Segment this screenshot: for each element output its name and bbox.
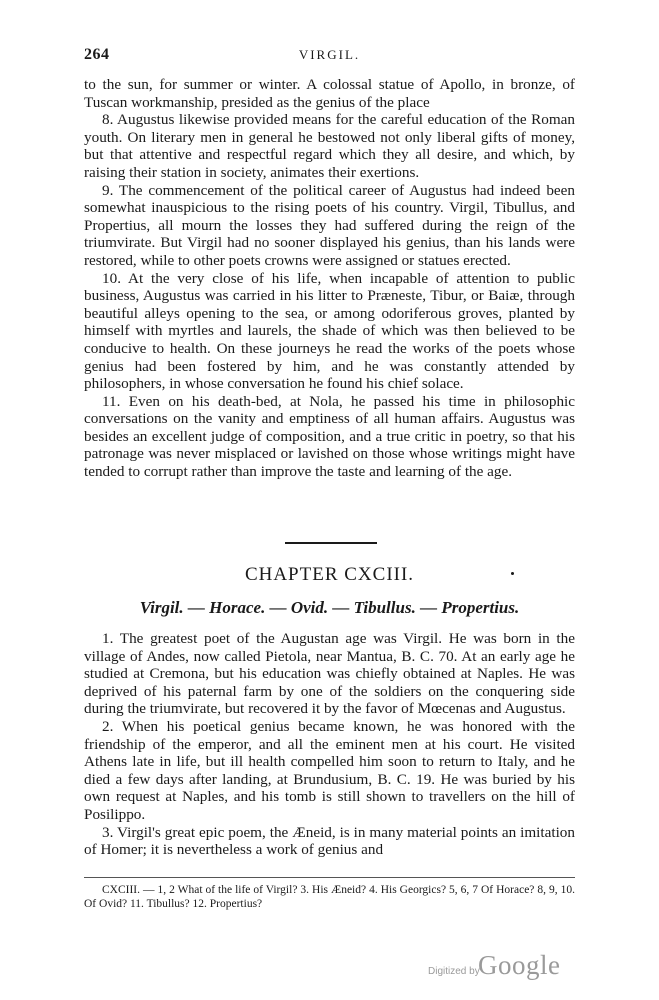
paragraph: 3. Virgil's great epic poem, the Æneid, is in many material points an imitation of Homer; it is nevertheless a work of genius and [84,823,575,859]
paragraph: 1. The greatest poet of the Augustan age was Virgil. He was born in the village of Andes, now called Pietola, near Mantua, B. C. 70. At an early age he studied at Cremona, but his education was chiefly obtained at Naples. He was deprived of his paternal farm by one of the soldiers on the conquering side during the triumvirate, but recovered it by the favor of Mœcenas and Augustus. [84,630,575,718]
paragraph: 10. At the very close of his life, when incapable of attention to public business, Augustus was carried in his litter to Præneste, Tibur, or Baiæ, through beautiful alleys opening to the sea, or among odoriferous groves, planted by himself with myrtles and laurels, the shade of which was then believed to be conducive to health. On these journeys he read the works of the poets whose genius had been fostered by him, and he was constantly attended by philosophers, in whose conversation he found his chief solace. [84,269,575,393]
chapter-heading: CHAPTER CXCIII. [244,564,415,585]
paragraph: 9. The commencement of the political career of Augustus had indeed been somewhat inauspicious to the rising poets of his country. Virgil, Tibullus, and Propertius, all mourn the losses they had suffered during the reign of the triumvirate. But Virgil had no sooner displayed his genius, than his lands were restored, while to other poets crowns were assigned or statues erected. [84,181,575,269]
footnote [84,883,575,911]
running-title: VIRGIL. [298,47,361,62]
paragraph: 11. Even on his death-bed, at Nola, he passed his time in philosophic conversations on the vanity and emptiness of all human affairs. Augustus was besides an excellent judge of composition, and a true critic in poetry, so that his patronage was never misplaced or lavished on those whose writings might have tended to corrupt rather than improve the taste and learning of the age. [84,392,575,481]
digitized-watermark [428,950,588,984]
footnote-questions: CXCIII. — 1, 2 What of the life of Virgil? 3. His Æneid? 4. His Georgics? 5, 6, 7 Of Horace? 8, 9, 10. Of Ovid? 11. Tibullus? 12. Propertius? [84,884,575,910]
watermark-prefix: Digitized by [428,966,480,977]
paragraph: 2. When his poetical genius became known, he was honored with the friendship of the emperor, and all the eminent men at his court. He visited Athens late in life, but ill health compelled him soon to return to Italy, and he died a few days after landing, at Brundusium, B. C. 19. He was buried by his own request at Naples, and his tomb is still shown to travellers on the hill of Posilippo. [84,717,575,823]
page-header [84,46,575,66]
paragraph: to the sun, for summer or winter. A colossal statue of Apollo, in bronze, of Tuscan workmanship, presided as the genius of the place [84,76,575,111]
chapter-subtitle: Virgil. — Horace. — Ovid. — Tibullus. — Propertius. [139,598,520,617]
paragraph: 8. Augustus likewise provided means for the careful education of the Roman youth. On literary men in general he bestowed not only liberal gifts of money, but that attentive and respectful regard which they all desire, and which, by raising their station in society, animates their exertions. [84,111,575,181]
page-number: 264 [84,46,110,63]
chapter-text [84,630,575,859]
footnote-divider [84,877,575,878]
google-logo: Google [478,950,561,980]
section-divider [285,542,377,544]
previous-chapter-text [84,76,575,481]
